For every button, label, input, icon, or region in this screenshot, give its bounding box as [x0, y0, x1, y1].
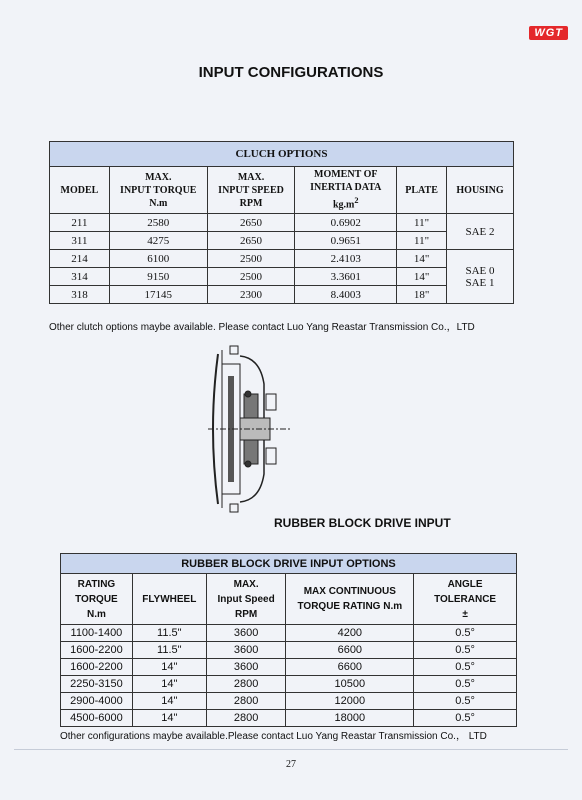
housing-group: SAE 2 [447, 214, 514, 250]
clutch-table-caption: CLUCH OPTIONS [50, 142, 514, 167]
clutch-options-table [49, 141, 514, 304]
table-row: 318 17145 2300 8.4003 18" [50, 286, 514, 304]
col-housing: HOUSING [447, 167, 514, 214]
housing-group: SAE 0 SAE 1 [447, 250, 514, 304]
col-angle-tolerance: ANGLE TOLERANCE ± [414, 574, 517, 625]
table-row: 4500-6000 14" 2800 18000 0.5° [61, 710, 517, 727]
table-row: 2900-4000 14" 2800 12000 0.5° [61, 693, 517, 710]
col-max-input-speed: MAX. INPUT SPEED RPM [207, 167, 295, 214]
table-row: 314 9150 2500 3.3601 14" [50, 268, 514, 286]
col-max-input-speed: MAX. Input Speed RPM [206, 574, 286, 625]
rubber-block-drive-drawing [200, 344, 290, 514]
col-flywheel: FLYWHEEL [132, 574, 206, 625]
table-row: 1600-2200 11.5" 3600 6600 0.5° [61, 642, 517, 659]
col-plate: PLATE [397, 167, 447, 214]
col-max-continuous-torque: MAX CONTINUOUS TORQUE RATING N.m [286, 574, 414, 625]
col-max-input-torque: MAX. INPUT TORQUE N.m [109, 167, 207, 214]
table-row: 311 4275 2650 0.9651 11" [50, 232, 514, 250]
footer-divider [14, 749, 568, 750]
table-row: 2250-3150 14" 2800 10500 0.5° [61, 676, 517, 693]
drawing-caption: RUBBER BLOCK DRIVE INPUT [274, 516, 451, 530]
table-row: 1100-1400 11.5" 3600 4200 0.5° [61, 625, 517, 642]
col-rating-torque: RATING TORQUE N.m [61, 574, 133, 625]
col-model: MODEL [50, 167, 110, 214]
table-row: 1600-2200 14" 3600 6600 0.5° [61, 659, 517, 676]
table-row: 211 2580 2650 0.6902 11" SAE 2 [50, 214, 514, 232]
page-number: 27 [286, 759, 296, 770]
rubber-block-options-table [60, 553, 517, 727]
rubber-options-note: Other configurations maybe available.Please contact Luo Yang Reastar Transmission Co.， LTD [60, 731, 487, 742]
page-title: INPUT CONFIGURATIONS [198, 64, 384, 81]
clutch-options-note: Other clutch options maybe available. Please contact Luo Yang Reastar Transmission Co.，LTD [49, 322, 475, 333]
col-moment-of-inertia: MOMENT OF INERTIA DATA $kg.m^2$ [295, 167, 397, 214]
rubber-table-caption: RUBBER BLOCK DRIVE INPUT OPTIONS [61, 554, 517, 574]
table-row: 214 6100 2500 2.4103 14" SAE 0 SAE 1 [50, 250, 514, 268]
wgt-logo: WGT [529, 26, 568, 40]
